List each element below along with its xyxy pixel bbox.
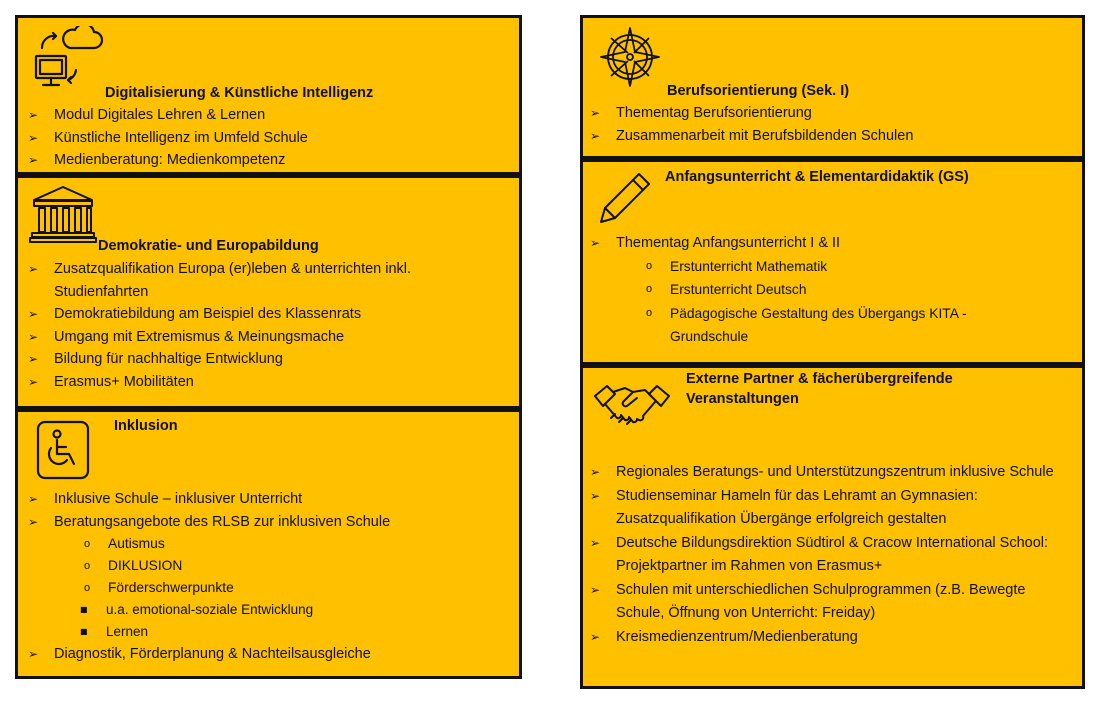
list-item: ➢ Thementag Berufsorientierung — [590, 102, 1080, 125]
item-list — [590, 102, 1080, 147]
sub-sub-list-item: ■ u.a. emotional-soziale Entwicklung — [28, 599, 518, 621]
list-item: ➢ Umgang mit Extremismus & Meinungsmache — [28, 326, 508, 349]
computer-cloud-sync-icon — [32, 26, 104, 90]
box-inklusion — [15, 409, 522, 679]
list-item: ➢ Modul Digitales Lehren & Lernen — [28, 104, 518, 127]
list-item: ➢ Deutsche Bildungsdirektion Südtirol & Cracow International School: Projektpartner im Rahmen von Erasmus+ — [590, 532, 1065, 579]
pencil-icon — [595, 168, 655, 228]
item-list — [28, 258, 508, 394]
list-item: ➢ Zusammenarbeit mit Berufsbildenden Schulen — [590, 125, 1080, 148]
sub-list-item: o Erstunterricht Deutsch — [590, 278, 1080, 302]
list-item: ➢ Studienseminar Hameln für das Lehramt an Gymnasien: Zusatzqualifikation Übergänge erfolgreich gestalten — [590, 485, 1065, 532]
list-item: ➢ Bildung für nachhaltige Entwicklung — [28, 348, 508, 371]
sub-list — [590, 255, 1080, 349]
item-list — [590, 232, 1080, 349]
box-title — [686, 369, 1016, 409]
list-item: ➢ Demokratiebildung am Beispiel des Klassenrats — [28, 303, 508, 326]
classical-building-icon — [28, 184, 98, 244]
item-list — [590, 461, 1065, 649]
box-title: Berufsorientierung (Sek. I) — [667, 83, 850, 99]
box-title: Anfangsunterricht & Elementardidaktik (GS) — [665, 169, 969, 185]
list-item: ➢ Medienberatung: Medienkompetenz — [28, 149, 518, 172]
item-list — [28, 104, 518, 172]
list-item: ➢ Kreismedienzentrum/Medienberatung — [590, 626, 1065, 650]
list-item: ➢ Diagnostik, Förderplanung & Nachteilsausgleiche — [28, 643, 518, 666]
box-title-text: Externe Partner & fächerübergreifende Veranstaltungen — [686, 371, 953, 407]
sub-list-item: o DIKLUSION — [28, 555, 518, 577]
box-title: Inklusion — [114, 418, 178, 434]
compass-rose-icon — [599, 26, 661, 88]
box-title: Demokratie- und Europabildung — [98, 238, 319, 254]
list-item: ➢ Zusatzqualifikation Europa (er)leben & unterrichten inkl. Studienfahrten — [28, 258, 508, 303]
sub-list-item — [28, 577, 518, 643]
sub-list — [28, 533, 518, 643]
sub-sub-list-item: ■ Lernen — [28, 621, 518, 643]
sub-list-item: o Erstunterricht Mathematik — [590, 255, 1080, 279]
sub-list-item: o Pädagogische Gestaltung des Übergangs KITA - Grundschule — [590, 302, 1080, 349]
box-berufsorientierung — [580, 15, 1085, 159]
list-item: ➢ Regionales Beratungs- und Unterstützungszentrum inklusive Schule — [590, 461, 1065, 485]
box-digitalisierung — [15, 15, 522, 175]
list-item-label: Beratungsangebote des RLSB zur inklusiven Schule — [54, 513, 391, 530]
sub-sub-list — [28, 599, 518, 643]
list-item: ➢ Inklusive Schule – inklusiver Unterricht — [28, 488, 518, 511]
box-demokratie — [15, 175, 522, 409]
sub-list-item-label: Förderschwerpunkte — [108, 580, 234, 596]
list-item — [590, 232, 1080, 349]
list-item: ➢ Schulen mit unterschiedlichen Schulprogrammen (z.B. Bewegte Schule, Öffnung von Unterricht: Freiday) — [590, 579, 1065, 626]
wheelchair-accessibility-icon — [36, 420, 92, 482]
item-list — [28, 488, 518, 666]
list-item-label: Thementag Anfangsunterricht I & II — [616, 235, 841, 251]
list-item: ➢ Künstliche Intelligenz im Umfeld Schule — [28, 127, 518, 150]
handshake-icon — [593, 378, 671, 438]
box-externe-partner — [580, 365, 1085, 689]
list-item: ➢ Erasmus+ Mobilitäten — [28, 371, 508, 394]
box-anfangsunterricht — [580, 159, 1085, 365]
sub-list-item: o Autismus — [28, 533, 518, 555]
list-item — [28, 511, 518, 644]
box-title: Digitalisierung & Künstliche Intelligenz — [105, 85, 374, 101]
